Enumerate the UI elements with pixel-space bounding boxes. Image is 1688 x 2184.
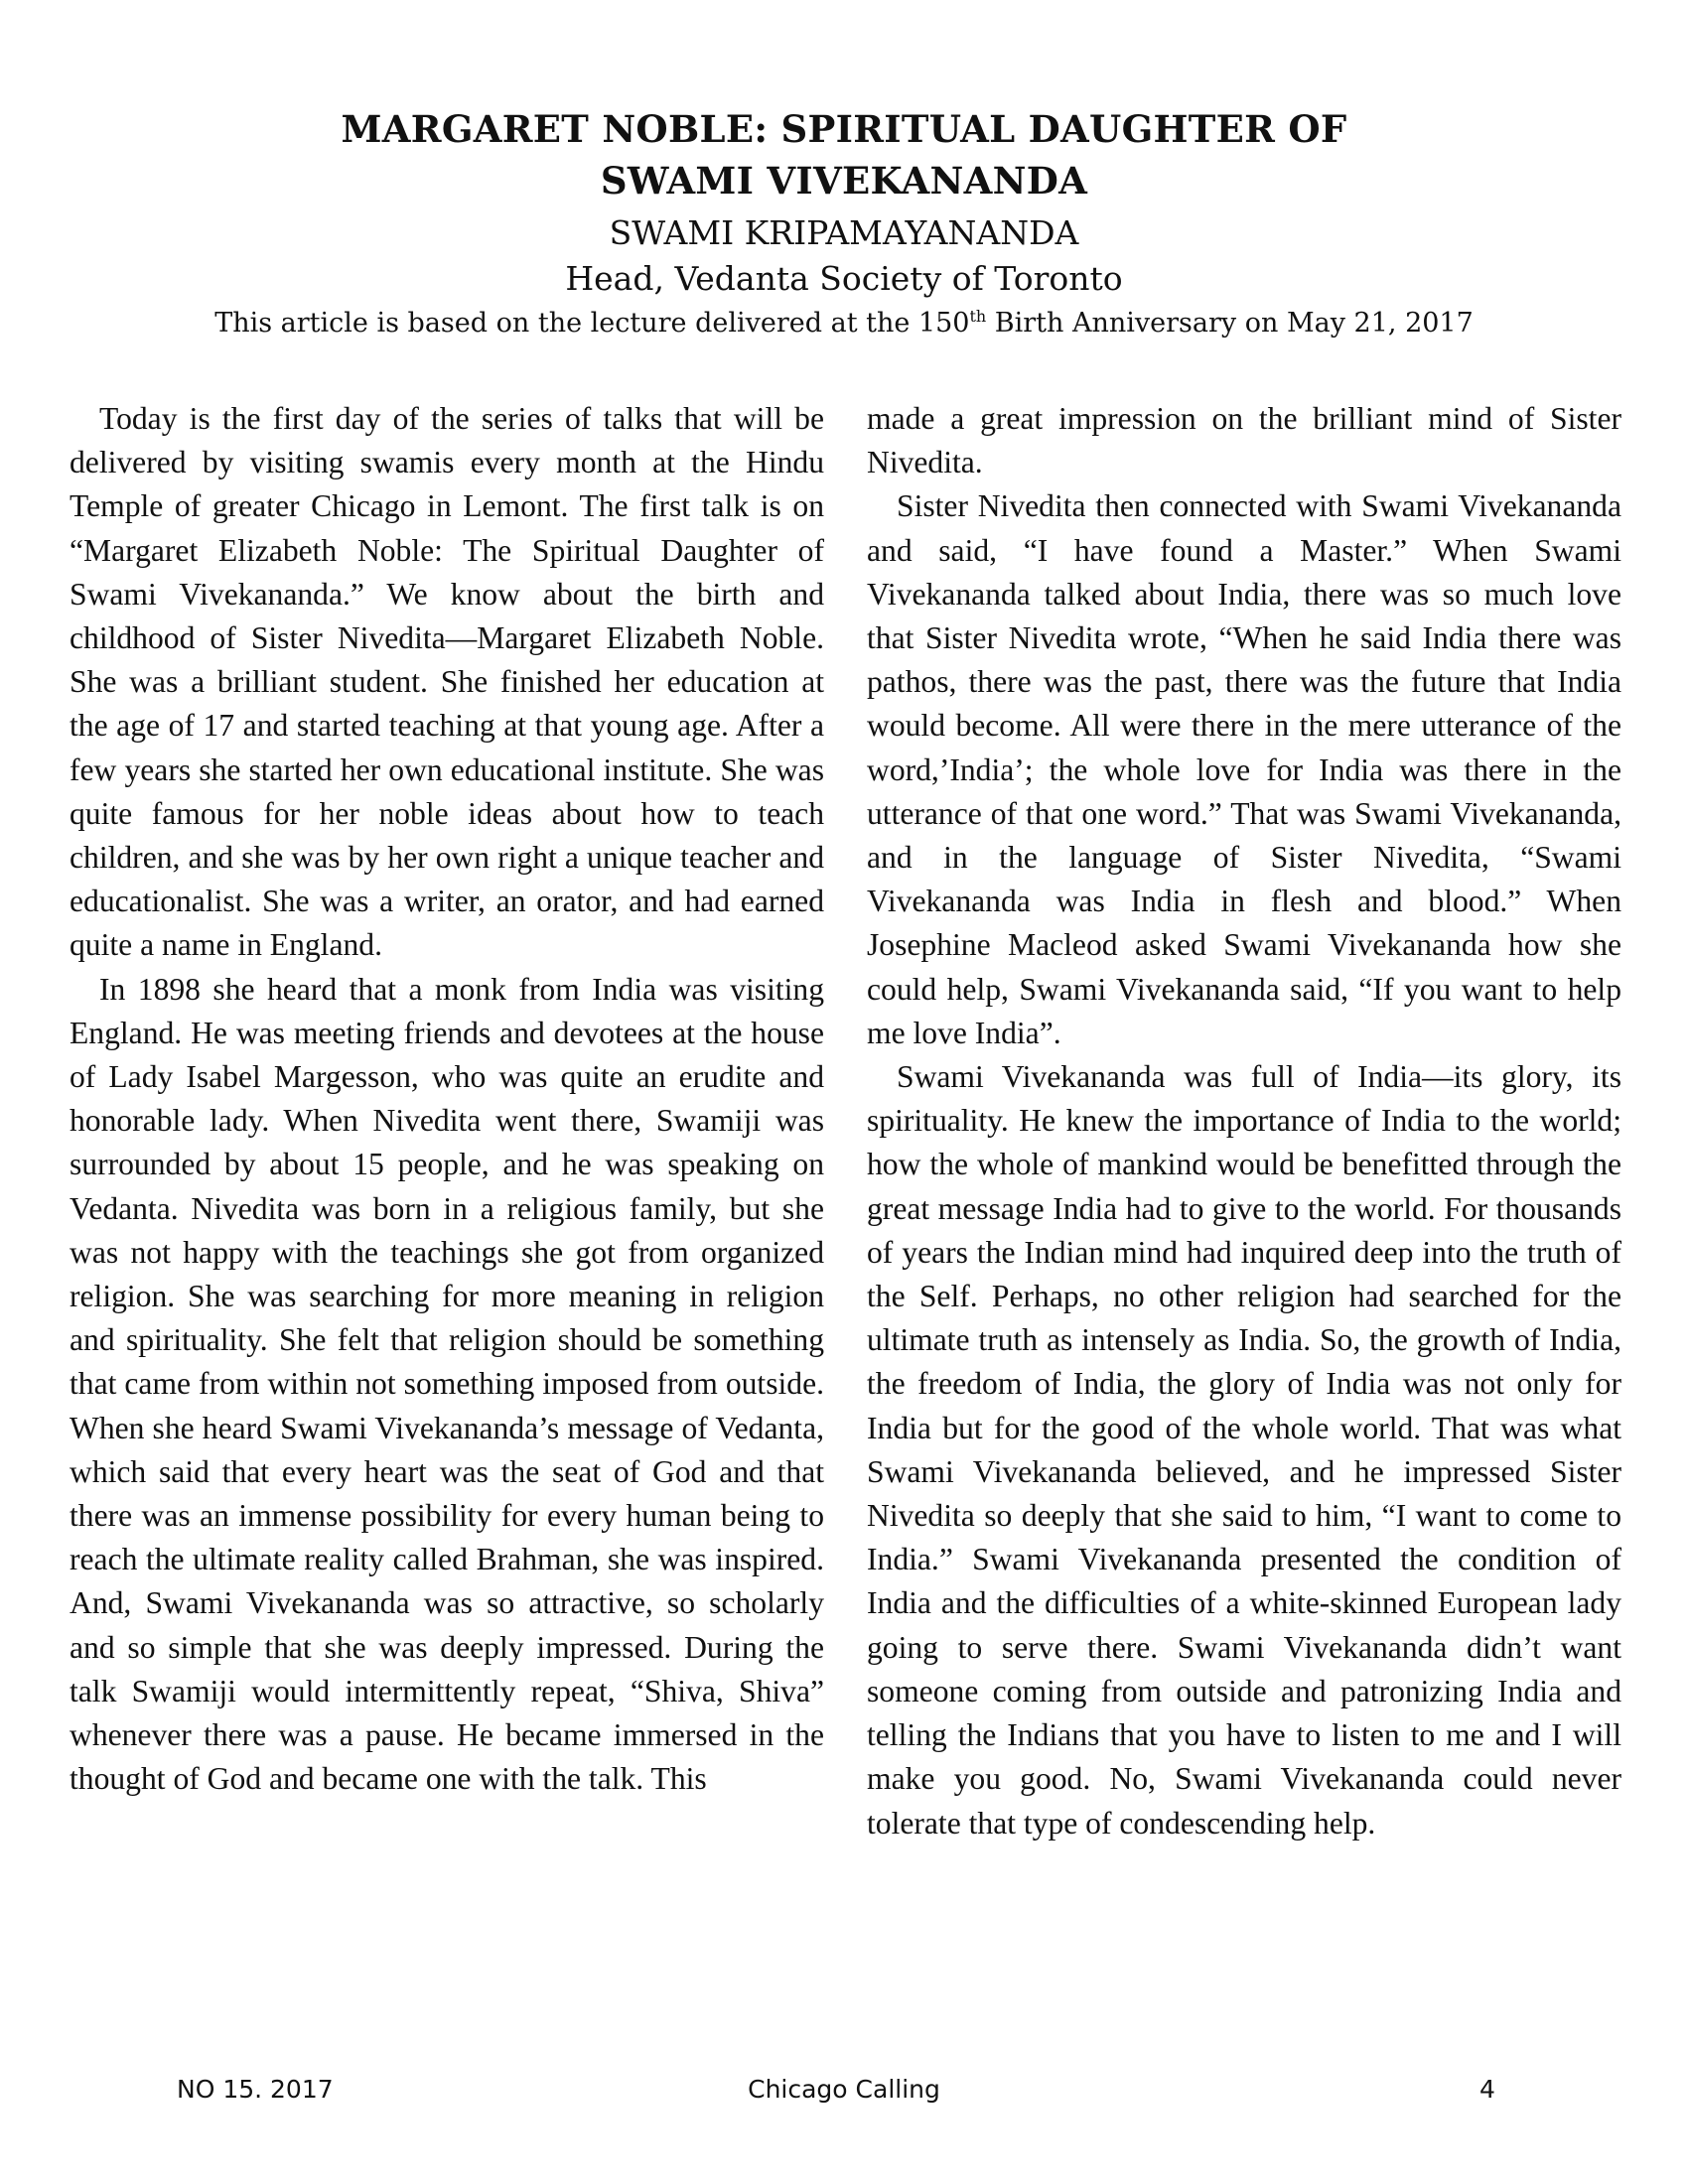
article-note xyxy=(0,304,1688,343)
author-affiliation: Head, Vedanta Society of Toronto xyxy=(565,259,1123,298)
page-number: 4 xyxy=(1479,2075,1495,2104)
paragraph: Sister Nivedita then connected with Swami Vivekananda and said, “I have found a Master.” When Swami Vivekananda talked about India, there was so much love that Sister Nivedita wrote, “When he said India there was pathos, there was the past, there was the future that India would become. All were there in the mere utterance of the word,’India’; the whole love for India was there in the utterance of that one word.” That was Swami Vivekananda, and in the language of Sister Nivedita, “Swami Vivekananda was India in flesh and blood.” When Josephine Macleod asked Swami Vivekananda how she could help, Swami Vivekananda said, “If you want to help me love India”. xyxy=(867,488,1621,1050)
paragraph-continuation: made a great impression on the brilliant mind of Sister Nivedita. xyxy=(867,401,1621,480)
article-title-line-1: MARGARET NOBLE: SPIRITUAL DAUGHTER OF xyxy=(341,107,1347,151)
page-footer xyxy=(0,2072,1688,2108)
article-title-line-2: SWAMI VIVEKANANDA xyxy=(600,159,1088,203)
paragraph: Swami Vivekananda was full of India—its glory, its spirituality. He knew the importance of India to the world; how the whole of mankind would be benefitted through the great message India had to give to the world. For thousands of years the Indian mind had inquired deep into the truth of the Self. Perhaps, no other religion had searched for the ultimate truth as intensely as India. So, the growth of India, the freedom of India, the glory of India was not only for India but for the good of the whole world. That was what Swami Vivekananda believed, and he impressed Sister Nivedita so deeply that she said to him, “I want to come to India.” Swami Vivekananda presented the condition of India and the difficulties of a white-skinned European lady going to serve there. Swami Vivekananda didn’t want someone coming from outside and patronizing India and telling the Indians that you have to listen to me and I will make you good. No, Swami Vivekananda could never tolerate that type of condescending help. xyxy=(867,1059,1621,1841)
right-column xyxy=(867,397,1621,1845)
author-name: SWAMI KRIPAMAYANANDA xyxy=(609,213,1079,252)
paragraph: In 1898 she heard that a monk from India was visiting England. He was meeting friends and devotees at the house of Lady Isabel Margesson, who was quite an erudite and honorable lady. When Nivedita went there, Swamiji was surrounded by about 15 people, and he was speaking on Vedanta. Nivedita was born in a religious family, but she was not happy with the teachings she got from organized religion. She was searching for more meaning in religion and spirituality. She felt that religion should be something that came from within not something imposed from outside. When she heard Swami Vivekananda’s message of Vedanta, which said that every heart was the seat of God and that there was an immense possibility for every human being to reach the ultimate reality called Brahman, she was inspired. And, Swami Vivekananda was so attractive, so scholarly and so simple that she was deeply impressed. During the talk Swamiji would intermittently repeat, “Shiva, Shiva” whenever there was a pause. He became immersed in the thought of God and became one with the talk. This xyxy=(70,971,824,1797)
publication-name: Chicago Calling xyxy=(748,2075,940,2104)
left-column xyxy=(70,397,824,1802)
issue-number: NO 15. 2017 xyxy=(177,2075,334,2104)
paragraph: Today is the first day of the series of talks that will be delivered by visiting swamis every month at the Hindu Temple of greater Chicago in Lemont. The first talk is on “Margaret Elizabeth Noble: The Spiritual Daughter of Swami Vivekananda.” We know about the birth and childhood of Sister Nivedita—Margaret Elizabeth Noble. She was a brilliant student. She finished her education at the age of 17 and started teaching at that young age. After a few years she started her own educational institute. She was quite famous for her noble ideas about how to teach children, and she was by her own right a unique teacher and educationalist. She was a writer, an orator, and had earned quite a name in England. xyxy=(70,401,824,963)
article-header xyxy=(0,103,1688,343)
article-note-superscript: th xyxy=(969,307,987,326)
article-note-end: Birth Anniversary on May 21, 2017 xyxy=(986,308,1474,339)
article-note-start: This article is based on the lecture delivered at the 150 xyxy=(214,308,970,339)
